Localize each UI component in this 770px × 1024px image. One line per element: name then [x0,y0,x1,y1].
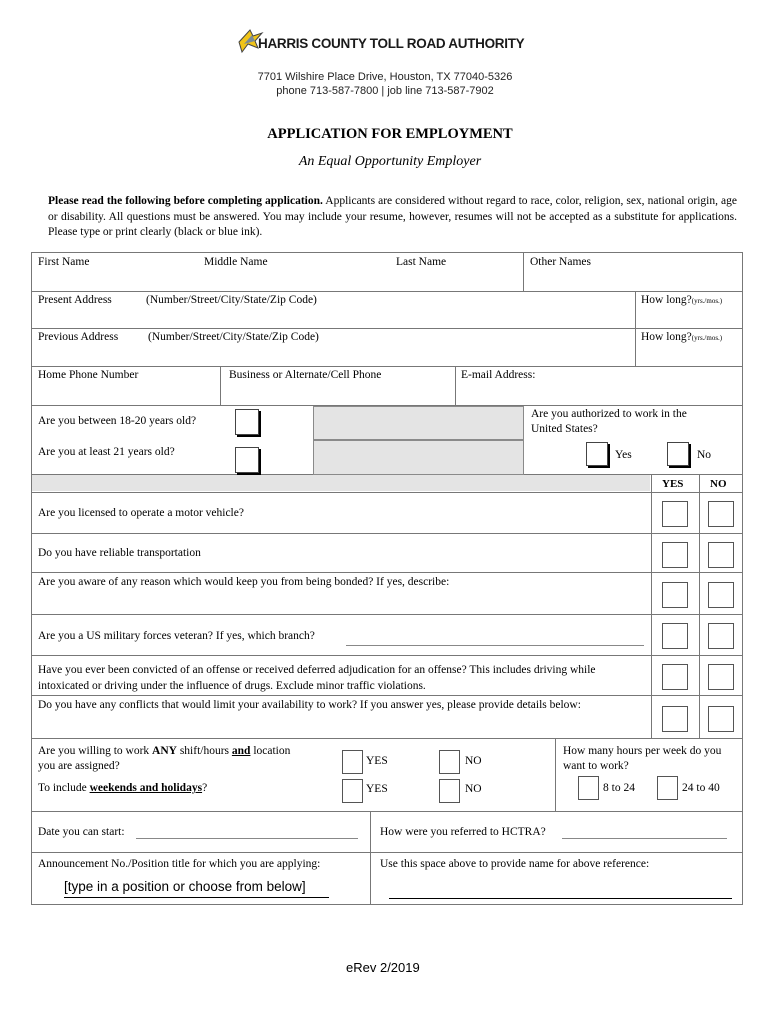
revision-footer: eRev 2/2019 [346,960,420,975]
weekends-yes-label: YES [366,783,388,795]
shaded-cell [313,440,524,475]
other-names-field[interactable] [524,272,742,290]
shift-no-label: NO [465,755,482,767]
convicted-no-checkbox[interactable] [708,664,734,690]
hctra-logo [236,28,526,58]
present-how-long-label: How long?(yrs./mos.) [641,294,723,306]
home-phone-field[interactable] [32,385,219,404]
no-column-header: NO [710,478,727,490]
shift-question: Are you willing to work ANY shift/hours and location you are assigned? [38,745,291,772]
previous-address-label: Previous Address [38,331,119,343]
previous-address-field[interactable] [32,347,634,365]
header-shade [32,475,650,491]
yes-column-header: YES [662,478,684,490]
shaded-cell [313,406,524,440]
business-phone-label: Business or Alternate/Cell Phone [229,369,382,381]
shift-no-checkbox[interactable] [439,750,460,774]
referral-field[interactable] [562,826,727,839]
bonded-yes-checkbox[interactable] [662,582,688,608]
org-phone: phone 713-587-7800 | job line 713-587-7902 [276,85,494,97]
start-date-label: Date you can start: [38,826,125,838]
veteran-no-checkbox[interactable] [708,623,734,649]
conflicts-no-checkbox[interactable] [708,706,734,732]
present-address-hint: (Number/Street/City/State/Zip Code) [146,294,317,306]
previous-how-long-field[interactable] [636,347,742,365]
referral-label: How were you referred to HCTRA? [380,826,546,838]
age-21-question: Are you at least 21 years old? [38,446,175,458]
org-address: 7701 Wilshire Place Drive, Houston, TX 77040-5326 [257,71,513,83]
instructions-text: Applicants are considered without regard to race, color, religion, sex, national origin, age or disability. All questions must be answered. You may include your resume, however, resumes will not be accepted as a substitute for applications. Please type or print clearly (black or blue ink). [48,195,737,238]
home-phone-label: Home Phone Number [38,369,139,381]
org-name: HARRIS COUNTY TOLL ROAD AUTHORITY [258,36,525,51]
present-address-label: Present Address [38,294,112,306]
start-date-field[interactable] [136,826,358,839]
present-how-long-field[interactable] [636,310,742,327]
instructions-lead: Please read the following before completing application. [48,195,323,207]
reference-field[interactable] [389,880,732,899]
age-21-checkbox[interactable] [235,447,259,473]
authorized-no-label: No [697,449,712,461]
weekends-question: To include weekends and holidays? [38,782,208,794]
veteran-branch-field[interactable] [346,632,644,646]
other-names-label: Other Names [530,256,591,268]
bonded-question: Are you aware of any reason which would keep you from being bonded? If yes, describe: [38,576,450,588]
authorized-no-checkbox[interactable] [667,442,689,466]
position-label: Announcement No./Position title for which you are applying: [38,858,321,870]
page-subtitle: An Equal Opportunity Employer [298,154,482,169]
previous-how-long-label: How long?(yrs./mos.) [641,331,723,343]
veteran-yes-checkbox[interactable] [662,623,688,649]
name-field[interactable] [32,272,522,290]
first-name-label: First Name [38,256,90,268]
weekends-no-label: NO [465,783,482,795]
shift-yes-checkbox[interactable] [342,750,363,774]
bonded-no-checkbox[interactable] [708,582,734,608]
authorized-yes-checkbox[interactable] [586,442,608,466]
page-title: APPLICATION FOR EMPLOYMENT [267,126,513,142]
transport-question: Do you have reliable transportation [38,547,201,559]
convicted-yes-checkbox[interactable] [662,664,688,690]
hours-8-24-checkbox[interactable] [578,776,599,800]
license-no-checkbox[interactable] [708,501,734,527]
bonded-details-field[interactable] [32,592,650,613]
conflicts-details-field[interactable] [32,715,650,737]
veteran-question: Are you a US military forces veteran? If yes, which branch? [38,630,315,642]
license-yes-checkbox[interactable] [662,501,688,527]
weekends-yes-checkbox[interactable] [342,779,363,803]
middle-name-label: Middle Name [204,256,268,268]
business-phone-field[interactable] [221,385,454,404]
present-address-field[interactable] [32,310,634,327]
last-name-label: Last Name [396,256,447,268]
hours-24-40-label: 24 to 40 [682,782,720,794]
previous-address-hint: (Number/Street/City/State/Zip Code) [148,331,319,343]
transport-no-checkbox[interactable] [708,542,734,568]
age-18-20-checkbox[interactable] [235,409,259,435]
email-field[interactable] [456,385,742,404]
convicted-question: Have you ever been convicted of an offense or received deferred adjudication for an offense? This includes driving while intoxicated or driving under the influence of drugs. Exclude minor traffic violations. [38,664,596,692]
work-authorization-question: Are you authorized to work in the United States? [531,408,687,435]
instructions [48,194,737,241]
hours-8-24-label: 8 to 24 [603,782,635,794]
shift-yes-label: YES [366,755,388,767]
age-18-20-question: Are you between 18-20 years old? [38,415,197,427]
conflicts-question: Do you have any conflicts that would limit your availability to work? If you answer yes, please provide details below: [38,699,581,711]
weekends-no-checkbox[interactable] [439,779,460,803]
email-label: E-mail Address: [461,369,536,381]
conflicts-yes-checkbox[interactable] [662,706,688,732]
authorized-yes-label: Yes [615,449,632,461]
transport-yes-checkbox[interactable] [662,542,688,568]
reference-label: Use this space above to provide name for above reference: [380,858,650,870]
hours-question: How many hours per week do you want to work? [563,745,722,772]
hours-24-40-checkbox[interactable] [657,776,678,800]
license-question: Are you licensed to operate a motor vehicle? [38,507,244,519]
position-select[interactable]: [type in a position or choose from below] [64,879,329,898]
